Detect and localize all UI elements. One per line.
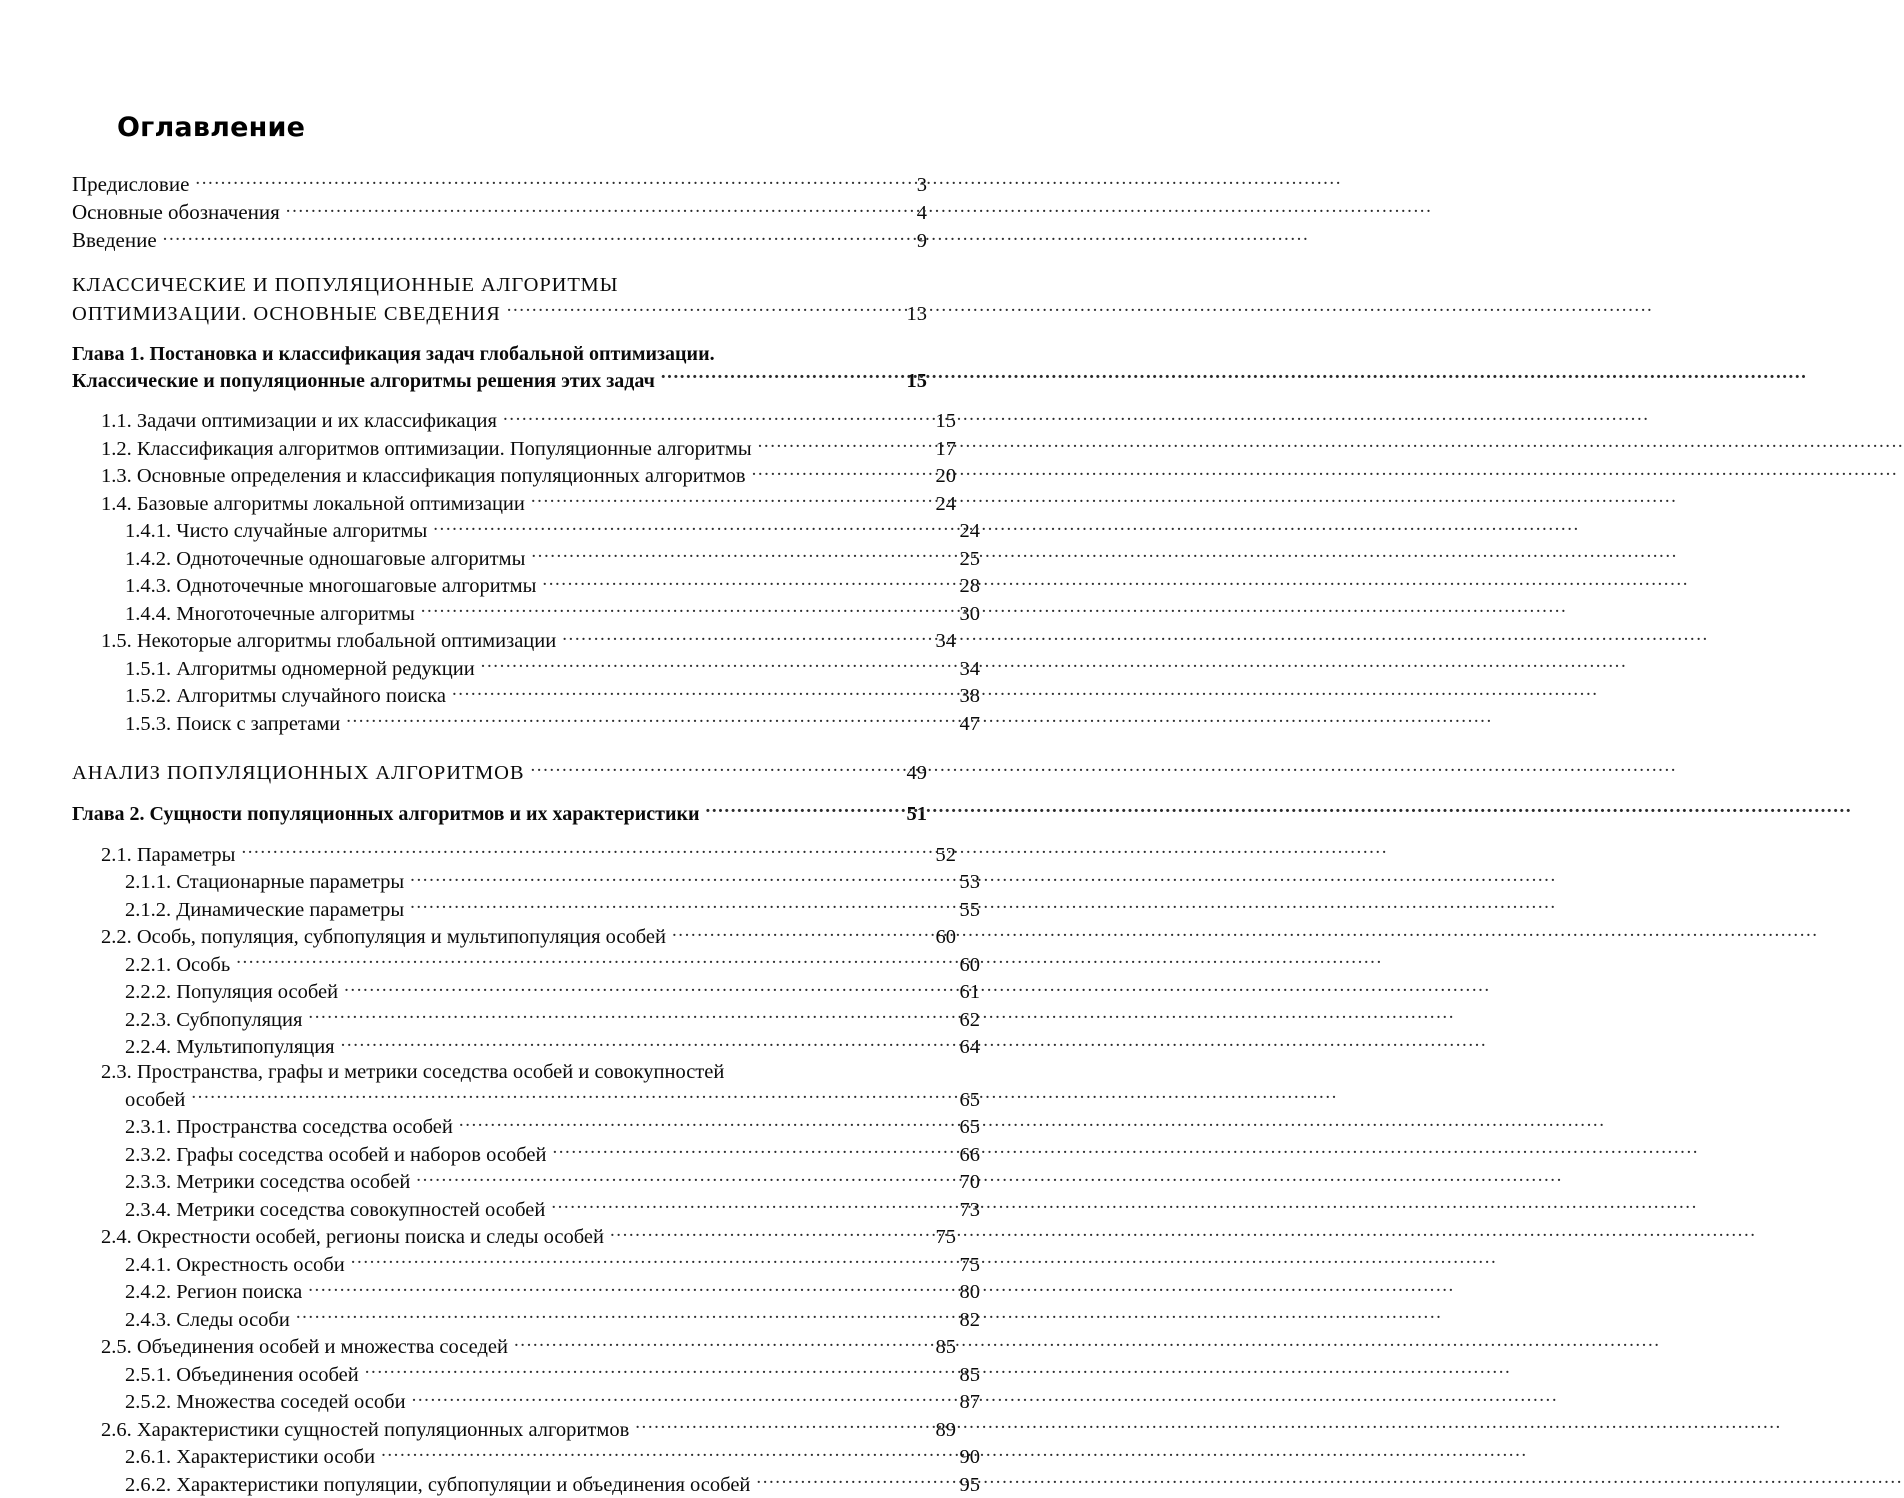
- toc-entry-label: 2.1. Параметры: [101, 843, 236, 866]
- spacer: [72, 328, 927, 341]
- dot-leader: [421, 599, 941, 620]
- toc-entry-page: 75: [935, 1226, 956, 1248]
- dot-leader: [635, 1415, 917, 1436]
- toc-entry-label: 1.3. Основные определения и классификация популяционных алгоритмов: [101, 465, 746, 487]
- dot-leader: [351, 1250, 941, 1271]
- toc-entry-label: 2.1.1. Стационарные параметры: [125, 871, 405, 893]
- toc-entry-label: 2.6.1. Характеристики особи: [125, 1446, 376, 1468]
- chapter-heading-line-1: Глава 1. Постановка и классификация задач глобальной оптимизации.: [72, 342, 715, 365]
- chapter-2-entries-a: [72, 840, 980, 1060]
- toc-entry-label: 2.4.1. Окрестность особи: [125, 1253, 345, 1276]
- dot-leader: [416, 1168, 941, 1189]
- chapter-2-entries-b: [72, 1113, 980, 1498]
- dot-leader: [752, 462, 917, 483]
- toc-entry[interactable]: [125, 1033, 980, 1061]
- toc-entry-page: 30: [959, 602, 980, 625]
- toc-entry-page: 20: [935, 465, 956, 487]
- dot-leader: [562, 627, 917, 648]
- toc-entry-page: 62: [959, 1008, 980, 1031]
- dot-leader: [758, 434, 917, 455]
- dot-leader: [452, 682, 941, 703]
- toc-entry-page: 90: [959, 1446, 980, 1468]
- toc-entry-page: 80: [959, 1281, 980, 1303]
- toc-entry-label: 2.2.3. Субпопуляция: [125, 1008, 303, 1031]
- dot-leader: [346, 709, 941, 730]
- toc-entry-page: 24: [959, 520, 980, 542]
- toc-entry-page: 66: [959, 1143, 980, 1166]
- chapter-heading-page: 51: [906, 803, 927, 825]
- chapter-heading-2[interactable]: [72, 800, 927, 827]
- part-heading-label: ОПТИМИЗАЦИИ. ОСНОВНЫЕ СВЕДЕНИЯ: [72, 302, 501, 325]
- part-heading-label: АНАЛИЗ ПОПУЛЯЦИОННЫХ АЛГОРИТМОВ: [72, 762, 525, 784]
- toc-entry-label: 2.2.2. Популяция особей: [125, 981, 339, 1003]
- dot-leader: [661, 367, 888, 387]
- toc-entry-label: 1.2. Классификация алгоритмов оптимизации. Популяционные алгоритмы: [101, 437, 752, 460]
- toc-entry-label: 2.4.2. Регион поиска: [125, 1281, 303, 1303]
- toc-entry-page: 60: [935, 926, 956, 948]
- dot-leader: [514, 1333, 917, 1354]
- toc-entry-page: 4: [916, 202, 927, 224]
- toc-entry-page: 65: [959, 1116, 980, 1138]
- dot-leader: [296, 1305, 941, 1326]
- toc-entry-label-line-2: особей: [125, 1088, 186, 1111]
- toc-entry-label: 2.2. Особь, популяция, субпопуляция и мультипопуляция особей: [101, 926, 666, 948]
- toc-entry-label: 2.5.2. Множества соседей особи: [125, 1391, 406, 1413]
- toc-entry-page: 9: [916, 230, 927, 252]
- table-of-contents: [72, 170, 980, 1498]
- dot-leader: [344, 978, 941, 999]
- toc-entry-label: 1.5.2. Алгоритмы случайного поиска: [125, 685, 446, 707]
- toc-entry-label: 2.5.1. Объединения особей: [125, 1363, 359, 1386]
- toc-entry-page: 61: [959, 981, 980, 1003]
- part-heading-line-1: КЛАССИЧЕСКИЕ И ПОПУЛЯЦИОННЫЕ АЛГОРИТМЫ: [72, 274, 619, 296]
- toc-entry-label: 1.5.1. Алгоритмы одномерной редукции: [125, 657, 475, 680]
- toc-entry-label: 1.4. Базовые алгоритмы локальной оптимизации: [101, 492, 525, 515]
- toc-entry-page: 70: [959, 1171, 980, 1193]
- toc-entry-2-3[interactable]: [72, 1060, 980, 1113]
- dot-leader: [412, 1388, 941, 1409]
- toc-entry-label: 2.3.1. Пространства соседства особей: [125, 1116, 453, 1138]
- toc-entry-page: 15: [935, 410, 956, 432]
- toc-entry-page: 65: [959, 1088, 980, 1111]
- toc-entry-page: 28: [959, 575, 980, 597]
- dot-leader: [365, 1360, 941, 1381]
- dot-leader: [195, 170, 888, 191]
- part-heading-page: 13: [906, 302, 927, 325]
- toc-entry-page: 24: [935, 492, 956, 515]
- dot-leader: [308, 1278, 941, 1299]
- toc-entry-label-line-1: 2.3. Пространства, графы и метрики соседства особей и совокупностей: [101, 1061, 725, 1083]
- toc-entry-label: 2.3.3. Метрики соседства особей: [125, 1171, 411, 1193]
- toc-entry-label: 1.4.4. Многоточечные алгоритмы: [125, 602, 415, 625]
- toc-entry-page: 52: [935, 843, 956, 866]
- dot-leader: [756, 1470, 941, 1491]
- toc-entry-page: 87: [959, 1391, 980, 1413]
- toc-entry-page: 3: [916, 174, 927, 196]
- toc-entry-label: 2.5. Объединения особей и множества соседей: [101, 1336, 508, 1358]
- toc-entry-label: Предисловие: [72, 172, 190, 196]
- toc-entry-label: 2.1.2. Динамические параметры: [125, 898, 405, 921]
- toc-entry[interactable]: [125, 1470, 980, 1498]
- toc-entry-label: 1.4.2. Одноточечные одношаговые алгоритмы: [125, 547, 526, 570]
- dot-leader: [672, 923, 917, 944]
- chapter-heading-label: Глава 2. Сущности популяционных алгоритмов и их характеристики: [72, 803, 700, 825]
- dot-leader: [481, 654, 941, 675]
- chapter-1-entries: [72, 407, 980, 737]
- dot-leader: [308, 1005, 941, 1026]
- toc-entry[interactable]: [125, 709, 980, 737]
- toc-entry-label: 1.4.3. Одноточечные многошаговые алгоритмы: [125, 575, 537, 597]
- chapter-heading-line-2: [72, 367, 927, 394]
- toc-entry-page: 75: [959, 1253, 980, 1276]
- dot-leader: [341, 1033, 941, 1054]
- dot-leader: [503, 407, 917, 428]
- part-heading-page: 49: [906, 762, 927, 784]
- part-heading-1[interactable]: [72, 272, 927, 328]
- toc-entry-label: 2.4. Окрестности особей, регионы поиска и следы особей: [101, 1226, 604, 1248]
- toc-entry-page: 38: [959, 685, 980, 707]
- dot-leader: [551, 1195, 941, 1216]
- dot-leader: [236, 950, 941, 971]
- toc-entry-label: 2.4.3. Следы особи: [125, 1308, 290, 1331]
- chapter-heading-label: Классические и популяционные алгоритмы решения этих задач: [72, 369, 655, 392]
- toc-entry-page: 53: [959, 871, 980, 893]
- dot-leader: [459, 1113, 941, 1134]
- dot-leader: [241, 840, 917, 861]
- chapter-heading-1[interactable]: [72, 341, 927, 394]
- page-title: Оглавление: [117, 112, 306, 143]
- toc-entry-page: 64: [959, 1036, 980, 1058]
- spacer: [72, 254, 927, 272]
- toc-entry-page: 55: [959, 898, 980, 921]
- toc-entry-label: 2.6.2. Характеристики популяции, субпопуляции и объединения особей: [125, 1473, 751, 1496]
- toc-entry-page: 47: [959, 712, 980, 735]
- toc-entry-label: 1.5.3. Поиск с запретами: [125, 712, 341, 735]
- chapter-heading-page: 15: [906, 369, 927, 392]
- dot-leader: [410, 868, 941, 889]
- toc-entry-page: 85: [935, 1336, 956, 1358]
- dot-leader: [191, 1085, 941, 1106]
- dot-leader: [381, 1443, 941, 1464]
- toc-entry-label: 1.1. Задачи оптимизации и их классификация: [101, 410, 497, 432]
- dot-leader: [706, 800, 888, 820]
- toc-entry-page: 95: [959, 1473, 980, 1496]
- toc-entry-page: 25: [959, 547, 980, 570]
- part-heading-line-2: [72, 299, 927, 328]
- toc-entry-label: 2.2.1. Особь: [125, 953, 231, 976]
- toc-entry[interactable]: [72, 226, 927, 254]
- dot-leader: [552, 1140, 941, 1161]
- front-matter-group: [72, 170, 927, 254]
- toc-entry-page: 89: [935, 1418, 956, 1441]
- toc-entry-page: 34: [959, 657, 980, 680]
- dot-leader: [531, 544, 941, 565]
- toc-entry-label: 1.4.1. Чисто случайные алгоритмы: [125, 520, 428, 542]
- dot-leader: [410, 895, 941, 916]
- toc-entry-label: Введение: [72, 228, 157, 252]
- toc-entry-page: 73: [959, 1198, 980, 1221]
- toc-entry-label: 2.3.2. Графы соседства особей и наборов особей: [125, 1143, 547, 1166]
- toc-entry-label: 2.2.4. Мультипопуляция: [125, 1036, 335, 1058]
- dot-leader: [507, 299, 888, 320]
- dot-leader: [542, 572, 941, 593]
- dot-leader: [433, 517, 941, 538]
- toc-entry-label: 2.6. Характеристики сущностей популяционных алгоритмов: [101, 1418, 630, 1441]
- toc-entry-page: 17: [935, 437, 956, 460]
- toc-entry-label: 1.5. Некоторые алгоритмы глобальной оптимизации: [101, 630, 557, 652]
- toc-entry-label: 2.3.4. Метрики соседства совокупностей особей: [125, 1198, 546, 1221]
- toc-entry-page: 85: [959, 1363, 980, 1386]
- part-heading-2[interactable]: [72, 759, 927, 788]
- dot-leader: [610, 1223, 917, 1244]
- toc-entry-page: 34: [935, 630, 956, 652]
- dot-leader: [163, 226, 888, 247]
- toc-entry-page: 82: [959, 1308, 980, 1331]
- dot-leader: [286, 198, 888, 219]
- toc-entry-label: Основные обозначения: [72, 200, 280, 224]
- dot-leader: [531, 489, 917, 510]
- toc-entry-page: 60: [959, 953, 980, 976]
- dot-leader: [530, 759, 888, 780]
